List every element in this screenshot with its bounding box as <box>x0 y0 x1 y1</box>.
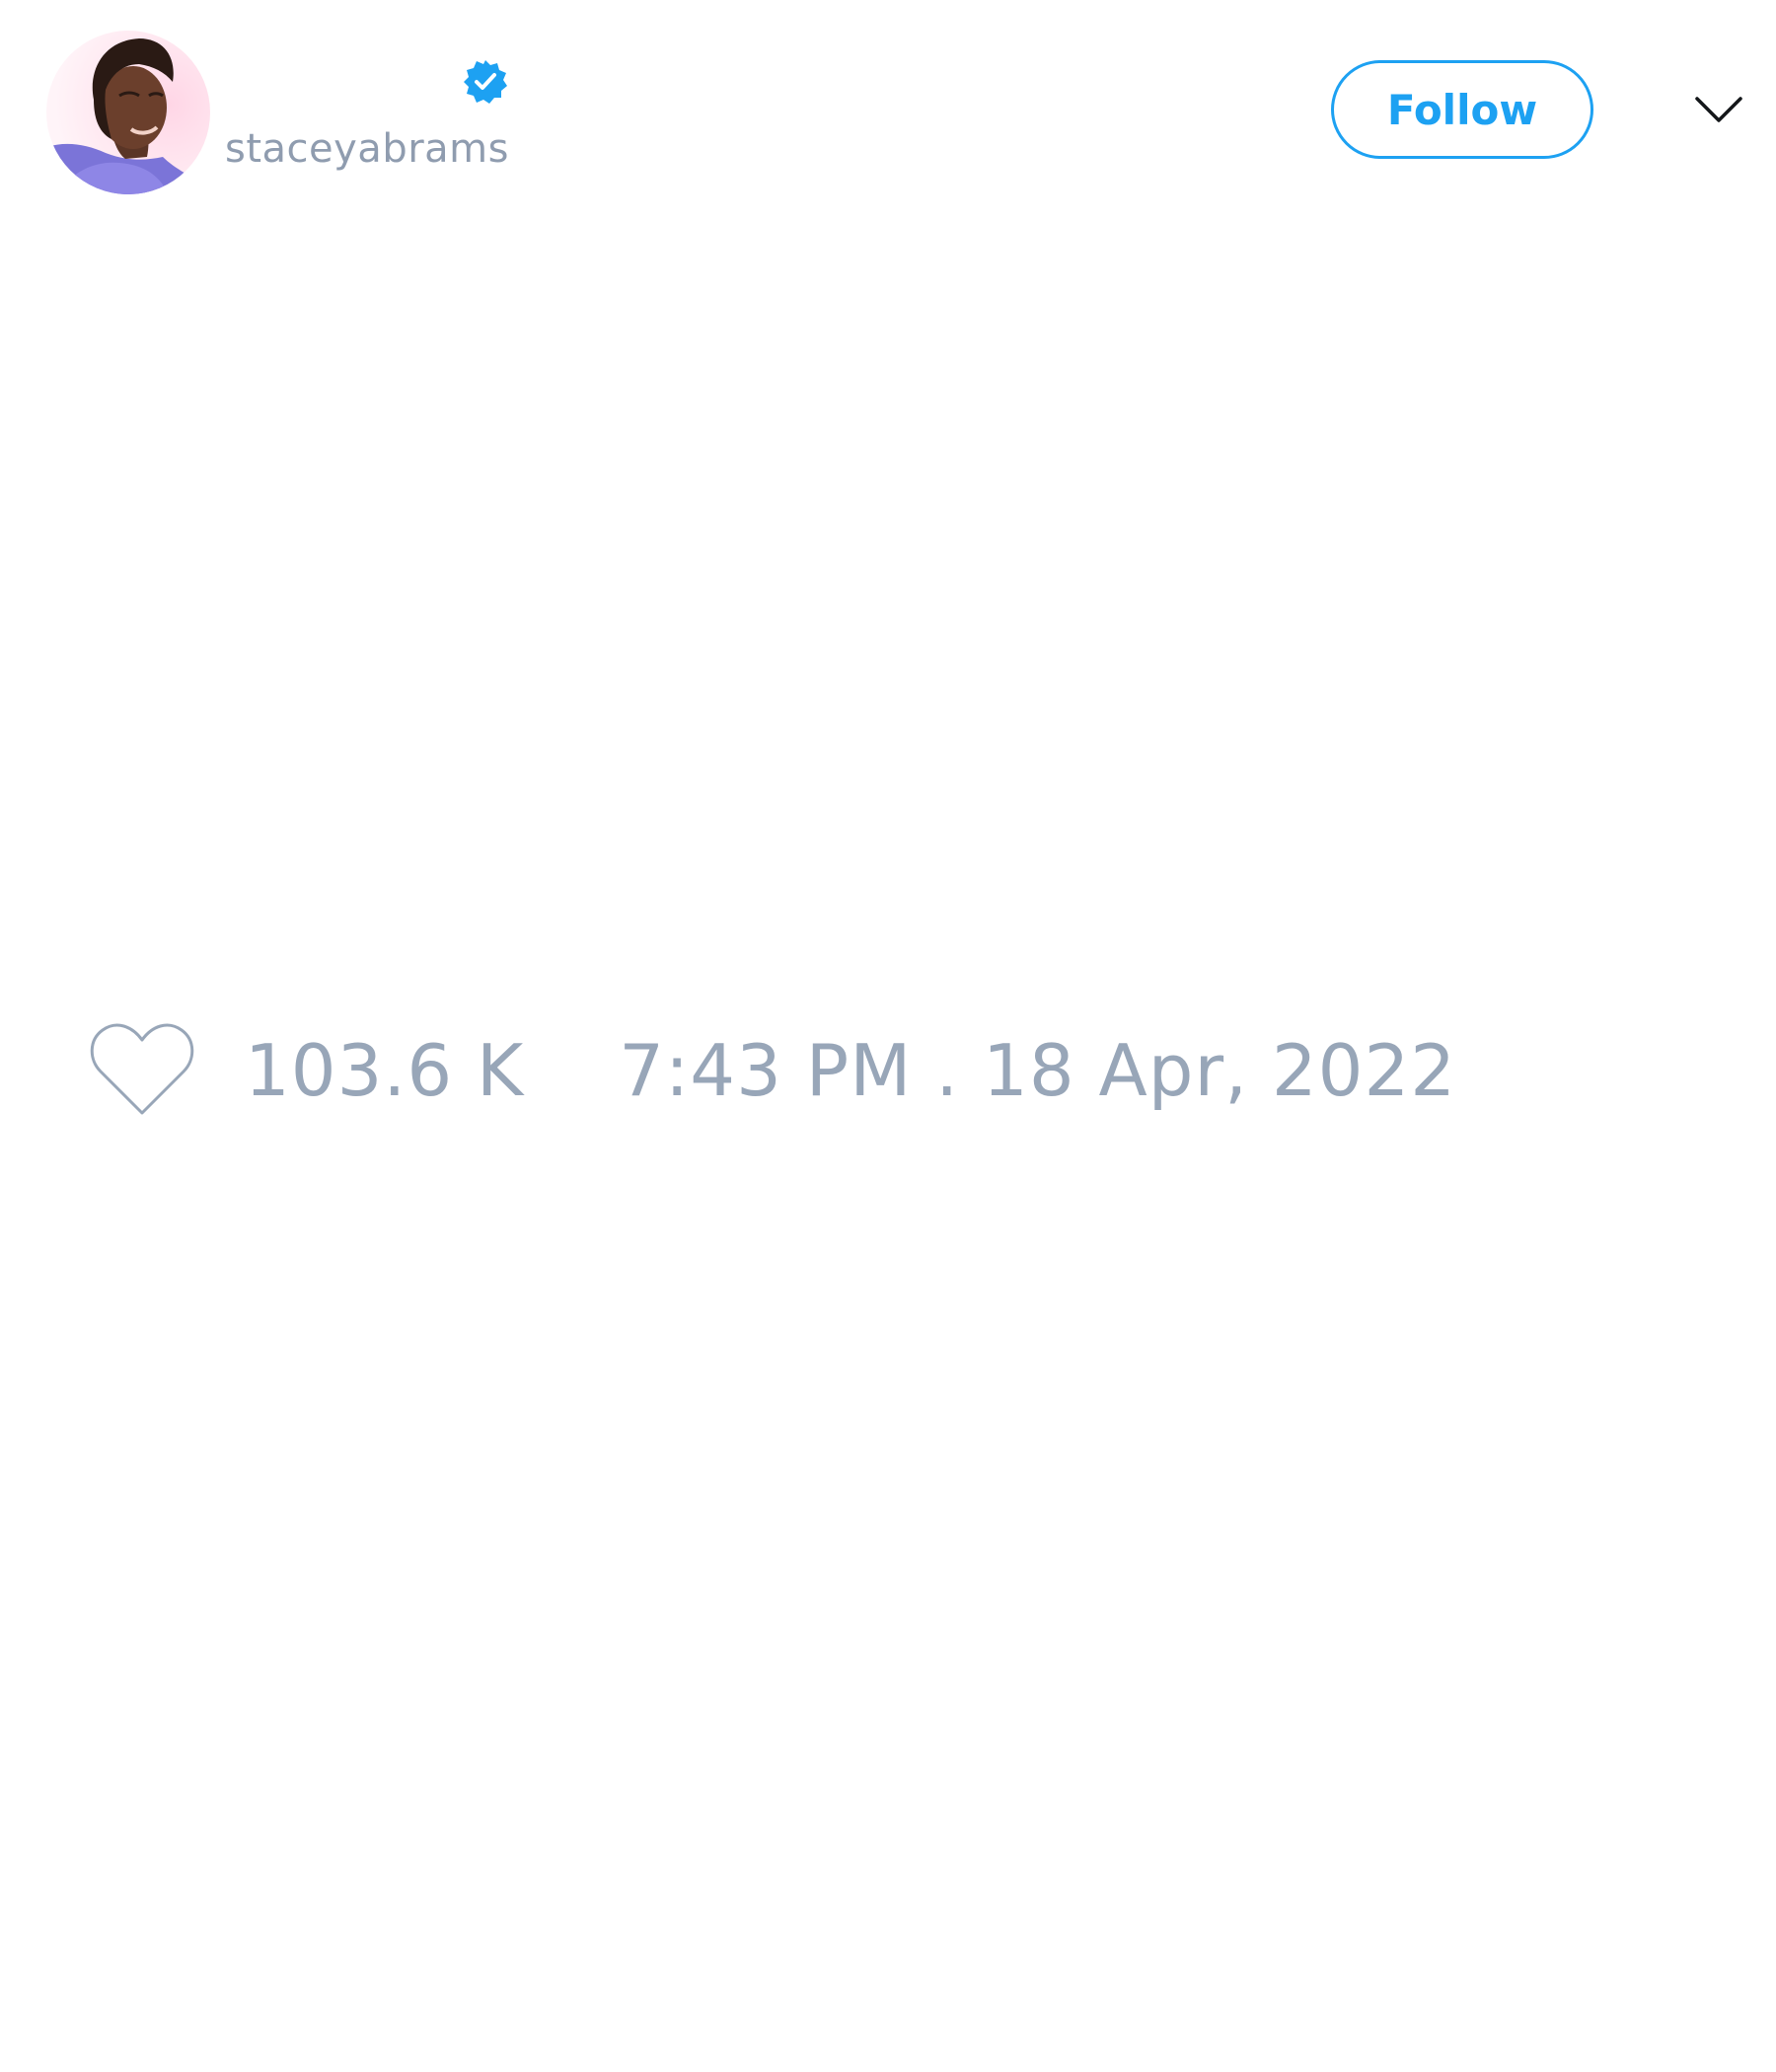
author-name-row <box>225 57 509 107</box>
avatar[interactable] <box>46 31 210 194</box>
follow-button[interactable]: Follow <box>1331 60 1593 159</box>
tweet-header <box>0 0 1776 217</box>
like-count: 103.6 K <box>245 1029 525 1112</box>
tweet-stats <box>89 1006 1456 1135</box>
tweet-timestamp[interactable]: 7:43 PM . 18 Apr, 2022 <box>619 1029 1457 1112</box>
heart-outline-icon[interactable] <box>89 1022 195 1119</box>
chevron-down-icon[interactable] <box>1694 91 1743 130</box>
verified-badge-icon <box>462 58 509 106</box>
avatar-image <box>46 31 210 194</box>
author-handle[interactable]: staceyabrams <box>225 126 509 172</box>
display-name[interactable] <box>225 59 462 105</box>
